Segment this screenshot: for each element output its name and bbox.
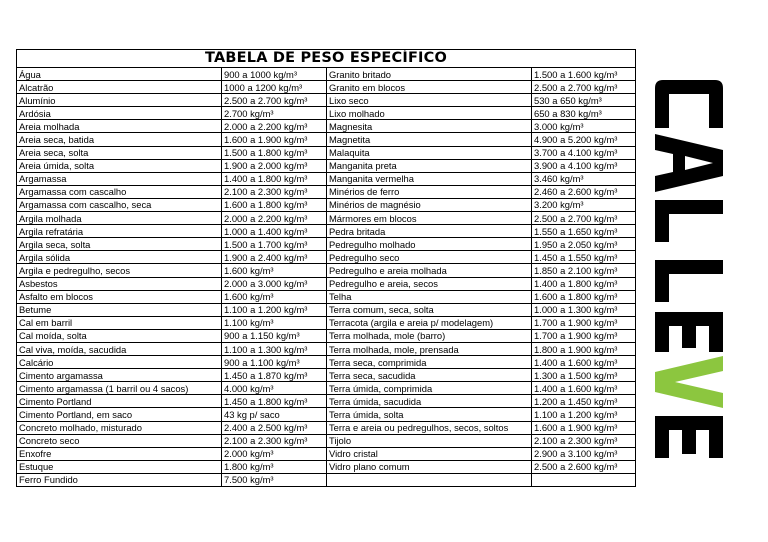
weight-value: 900 a 1.100 kg/m³ — [222, 356, 327, 369]
weight-value: 1.500 a 1.700 kg/m³ — [222, 238, 327, 251]
table-row — [17, 225, 636, 238]
table-row — [17, 68, 636, 81]
logo-letter-l-2 — [655, 260, 723, 302]
material-name: Areia seca, batida — [17, 133, 222, 146]
material-name: Minérios de ferro — [327, 185, 532, 198]
weight-value: 2.400 a 2.500 kg/m³ — [222, 421, 327, 434]
material-name: Pedra britada — [327, 225, 532, 238]
material-name: Terra seca, sacudida — [327, 369, 532, 382]
weight-value: 2.100 a 2.300 kg/m³ — [222, 185, 327, 198]
table-row — [17, 251, 636, 264]
weight-value: 1.600 a 1.800 kg/m³ — [532, 290, 636, 303]
logo-letter-e — [655, 312, 723, 352]
weight-value: 1.500 a 1.600 kg/m³ — [532, 68, 636, 81]
weight-value: 1.950 a 2.050 kg/m³ — [532, 238, 636, 251]
material-name: Areia molhada — [17, 120, 222, 133]
material-name: Alcatrão — [17, 81, 222, 94]
weight-value: 2.500 a 2.600 kg/m³ — [532, 460, 636, 473]
material-name: Calcário — [17, 356, 222, 369]
table-row — [17, 81, 636, 94]
weight-value: 1.800 a 1.900 kg/m³ — [532, 342, 636, 355]
weight-value: 2.100 a 2.300 kg/m³ — [532, 434, 636, 447]
material-name: Estuque — [17, 460, 222, 473]
logo-letter-v — [655, 356, 723, 408]
table-row — [17, 264, 636, 277]
table-row — [17, 290, 636, 303]
weight-value: 1.400 a 1.800 kg/m³ — [222, 172, 327, 185]
table-row — [17, 342, 636, 355]
weight-value: 1.000 a 1.400 kg/m³ — [222, 225, 327, 238]
logo-letter-a — [655, 134, 723, 192]
material-name: Tijolo — [327, 434, 532, 447]
table-row — [17, 369, 636, 382]
material-name: Magnesita — [327, 120, 532, 133]
table-row — [17, 408, 636, 421]
material-name: Cal viva, moída, sacudida — [17, 342, 222, 355]
table-title-row — [17, 50, 636, 68]
material-name: Pedregulho seco — [327, 251, 532, 264]
material-name: Enxofre — [17, 447, 222, 460]
material-name: Mármores em blocos — [327, 212, 532, 225]
weight-value: 900 a 1.150 kg/m³ — [222, 329, 327, 342]
table-row — [17, 395, 636, 408]
logo-letter-l — [655, 200, 723, 242]
material-name: Magnetita — [327, 133, 532, 146]
material-name: Lixo seco — [327, 94, 532, 107]
weight-value: 1.450 a 1.800 kg/m³ — [222, 395, 327, 408]
material-name: Água — [17, 68, 222, 81]
material-name: Concreto molhado, misturado — [17, 421, 222, 434]
weight-value: 650 a 830 kg/m³ — [532, 107, 636, 120]
logo-letter-c — [655, 80, 723, 128]
table-row — [17, 94, 636, 107]
table-row — [17, 434, 636, 447]
material-name: Terra úmida, comprimida — [327, 382, 532, 395]
weight-value — [532, 473, 636, 486]
table-row — [17, 316, 636, 329]
weight-value: 1.400 a 1.600 kg/m³ — [532, 382, 636, 395]
weight-value: 1.400 a 1.800 kg/m³ — [532, 277, 636, 290]
weight-value: 1.600 a 1.900 kg/m³ — [222, 133, 327, 146]
weight-value: 1.900 a 2.400 kg/m³ — [222, 251, 327, 264]
weight-value: 2.500 a 2.700 kg/m³ — [222, 94, 327, 107]
material-name: Terracota (argila e areia p/ modelagem) — [327, 316, 532, 329]
weight-value: 1.400 a 1.600 kg/m³ — [532, 356, 636, 369]
table-row — [17, 185, 636, 198]
logo-letter-e-2 — [655, 416, 723, 458]
weight-value: 2.000 kg/m³ — [222, 447, 327, 460]
material-name: Telha — [327, 290, 532, 303]
logo-graphic — [655, 80, 723, 462]
material-name: Cal moída, solta — [17, 329, 222, 342]
material-name: Terra seca, comprimida — [327, 356, 532, 369]
weight-value: 2.000 a 2.200 kg/m³ — [222, 120, 327, 133]
table-row — [17, 382, 636, 395]
table-row — [17, 238, 636, 251]
weight-value: 1.100 a 1.200 kg/m³ — [532, 408, 636, 421]
weight-value: 1.300 a 1.500 kg/m³ — [532, 369, 636, 382]
weight-value: 530 a 650 kg/m³ — [532, 94, 636, 107]
weight-value: 3.460 kg/m³ — [532, 172, 636, 185]
weight-value: 1.100 kg/m³ — [222, 316, 327, 329]
weight-value: 1.600 kg/m³ — [222, 290, 327, 303]
weight-value: 2.500 a 2.700 kg/m³ — [532, 81, 636, 94]
table-row — [17, 212, 636, 225]
table-row — [17, 473, 636, 486]
material-name: Terra molhada, mole, prensada — [327, 342, 532, 355]
material-name: Terra molhada, mole (barro) — [327, 329, 532, 342]
weight-value: 1.850 a 2.100 kg/m³ — [532, 264, 636, 277]
weight-value: 900 a 1000 kg/m³ — [222, 68, 327, 81]
weight-value: 3.200 kg/m³ — [532, 198, 636, 211]
weight-value: 1.550 a 1.650 kg/m³ — [532, 225, 636, 238]
material-name: Argamassa — [17, 172, 222, 185]
weight-value: 1.100 a 1.300 kg/m³ — [222, 342, 327, 355]
weight-value: 3.900 a 4.100 kg/m³ — [532, 159, 636, 172]
weight-value: 43 kg p/ saco — [222, 408, 327, 421]
material-name: Granito em blocos — [327, 81, 532, 94]
material-name: Argila e pedregulho, secos — [17, 264, 222, 277]
table-row — [17, 447, 636, 460]
table-row — [17, 146, 636, 159]
weight-value: 1.900 a 2.000 kg/m³ — [222, 159, 327, 172]
weight-value: 1.600 a 1.800 kg/m³ — [222, 198, 327, 211]
weight-value: 2.000 a 3.000 kg/m³ — [222, 277, 327, 290]
table-row — [17, 329, 636, 342]
weight-value: 3.000 kg/m³ — [532, 120, 636, 133]
table-title: TABELA DE PESO ESPECÍFICO — [17, 50, 636, 68]
weight-value: 4.000 kg/m³ — [222, 382, 327, 395]
weight-value: 2.460 a 2.600 kg/m³ — [532, 185, 636, 198]
material-name: Areia seca, solta — [17, 146, 222, 159]
table-row — [17, 107, 636, 120]
weight-value: 1.600 a 1.900 kg/m³ — [532, 421, 636, 434]
weight-value: 2.000 a 2.200 kg/m³ — [222, 212, 327, 225]
table-row — [17, 460, 636, 473]
material-name: Concreto seco — [17, 434, 222, 447]
weight-value: 2.100 a 2.300 kg/m³ — [222, 434, 327, 447]
material-name: Ardósia — [17, 107, 222, 120]
material-name: Argila sólida — [17, 251, 222, 264]
weight-value: 2.700 kg/m³ — [222, 107, 327, 120]
table-row — [17, 172, 636, 185]
weight-value: 1.800 kg/m³ — [222, 460, 327, 473]
material-name: Cimento argamassa (1 barril ou 4 sacos) — [17, 382, 222, 395]
material-name: Pedregulho e areia molhada — [327, 264, 532, 277]
material-name: Pedregulho e areia, secos — [327, 277, 532, 290]
specific-weight-table — [16, 49, 636, 487]
material-name: Granito britado — [327, 68, 532, 81]
material-name: Malaquita — [327, 146, 532, 159]
material-name: Argila molhada — [17, 212, 222, 225]
table-row — [17, 303, 636, 316]
material-name: Areia úmida, solta — [17, 159, 222, 172]
material-name: Alumínio — [17, 94, 222, 107]
material-name: Lixo molhado — [327, 107, 532, 120]
weight-value: 1.450 a 1.550 kg/m³ — [532, 251, 636, 264]
material-name: Terra úmida, solta — [327, 408, 532, 421]
weight-value: 1000 a 1200 kg/m³ — [222, 81, 327, 94]
material-name: Argamassa com cascalho, seca — [17, 198, 222, 211]
material-name: Pedregulho molhado — [327, 238, 532, 251]
table-row — [17, 120, 636, 133]
material-name — [327, 473, 532, 486]
table-row — [17, 421, 636, 434]
material-name: Cimento argamassa — [17, 369, 222, 382]
material-name: Argamassa com cascalho — [17, 185, 222, 198]
weight-value: 2.500 a 2.700 kg/m³ — [532, 212, 636, 225]
weight-value: 1.000 a 1.300 kg/m³ — [532, 303, 636, 316]
table-row — [17, 133, 636, 146]
material-name: Ferro Fundido — [17, 473, 222, 486]
material-name: Vidro plano comum — [327, 460, 532, 473]
weight-value: 1.200 a 1.450 kg/m³ — [532, 395, 636, 408]
material-name: Asfalto em blocos — [17, 290, 222, 303]
material-name: Vidro cristal — [327, 447, 532, 460]
weight-value: 2.900 a 3.100 kg/m³ — [532, 447, 636, 460]
material-name: Minérios de magnésio — [327, 198, 532, 211]
weight-value: 1.700 a 1.900 kg/m³ — [532, 316, 636, 329]
weight-value: 3.700 a 4.100 kg/m³ — [532, 146, 636, 159]
material-name: Argila seca, solta — [17, 238, 222, 251]
table-body — [17, 68, 636, 487]
weight-value: 1.700 a 1.900 kg/m³ — [532, 329, 636, 342]
weight-value: 4.900 a 5.200 kg/m³ — [532, 133, 636, 146]
weight-value: 1.100 a 1.200 kg/m³ — [222, 303, 327, 316]
material-name: Manganita vermelha — [327, 172, 532, 185]
material-name: Terra úmida, sacudida — [327, 395, 532, 408]
material-name: Terra comum, seca, solta — [327, 303, 532, 316]
table-row — [17, 356, 636, 369]
material-name: Asbestos — [17, 277, 222, 290]
material-name: Cimento Portland — [17, 395, 222, 408]
weight-value: 1.450 a 1.870 kg/m³ — [222, 369, 327, 382]
cal-leve-logo — [655, 80, 723, 462]
material-name: Terra e areia ou pedregulhos, secos, soltos — [327, 421, 532, 434]
table-row — [17, 198, 636, 211]
material-name: Argila refratária — [17, 225, 222, 238]
weight-value: 7.500 kg/m³ — [222, 473, 327, 486]
weight-table-container — [16, 49, 635, 487]
table-row — [17, 277, 636, 290]
table-row — [17, 159, 636, 172]
weight-value: 1.600 kg/m³ — [222, 264, 327, 277]
material-name: Cal em barril — [17, 316, 222, 329]
material-name: Betume — [17, 303, 222, 316]
material-name: Cimento Portland, em saco — [17, 408, 222, 421]
weight-value: 1.500 a 1.800 kg/m³ — [222, 146, 327, 159]
material-name: Manganita preta — [327, 159, 532, 172]
